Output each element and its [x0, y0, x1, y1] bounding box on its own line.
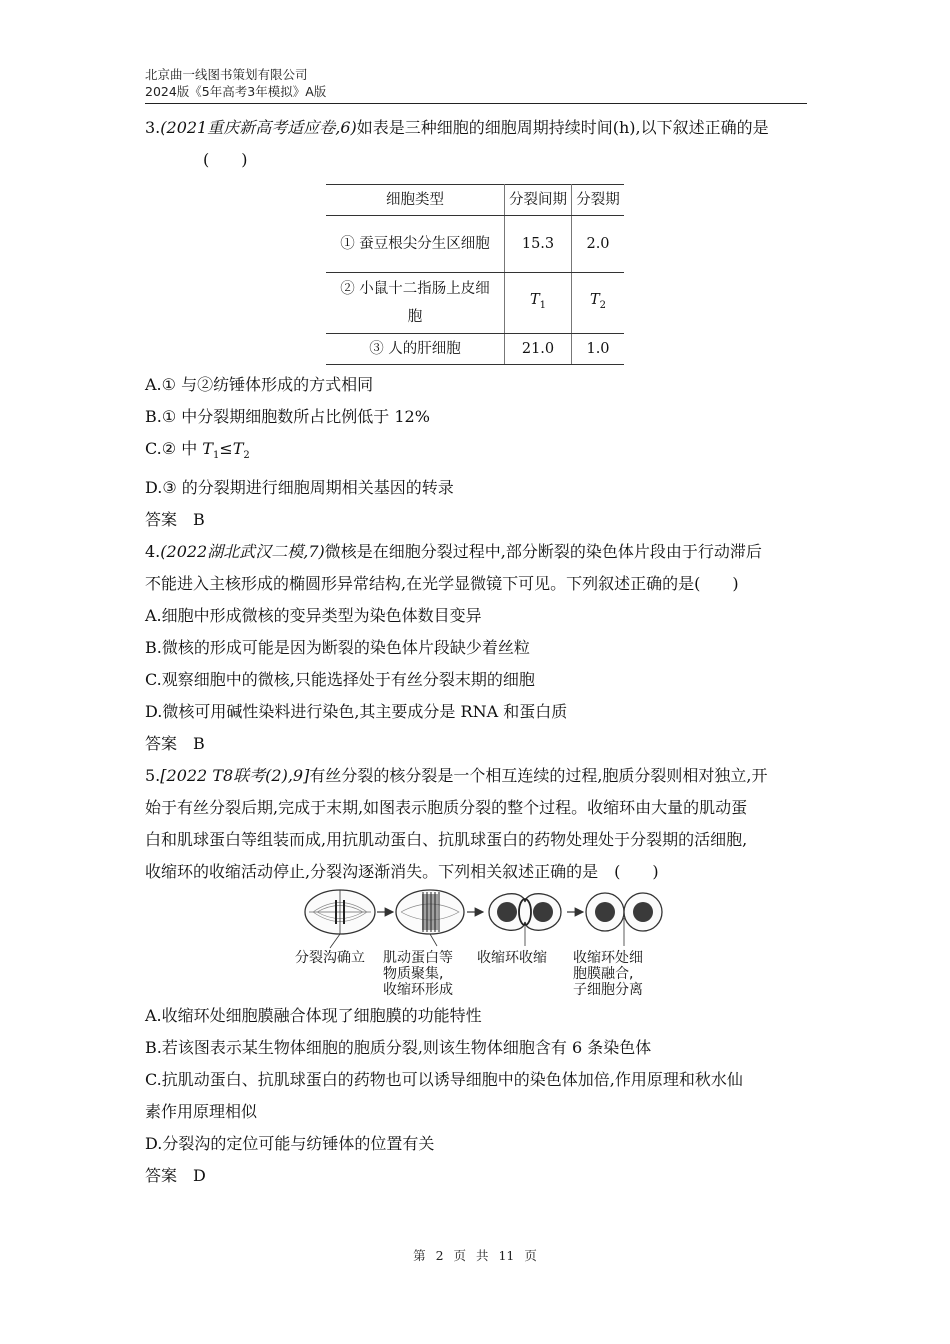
- figure-label-1: 分裂沟确立: [295, 950, 365, 967]
- table-header-interphase: 分裂间期: [505, 185, 572, 216]
- q5-option-a: A.收缩环处细胞膜融合体现了细胞膜的功能特性: [145, 1006, 482, 1026]
- figure-label-2c: 收缩环形成: [383, 982, 453, 999]
- q4-option-b: B.微核的形成可能是因为断裂的染色体片段缺少着丝粒: [145, 638, 530, 658]
- q5-option-b: B.若该图表示某生物体细胞的胞质分裂,则该生物体细胞含有 6 条染色体: [145, 1038, 652, 1058]
- figure-label-4a: 收缩环处细: [573, 950, 643, 967]
- q4-option-a: A.细胞中形成微核的变异类型为染色体数目变异: [145, 606, 482, 626]
- q4-option-c: C.观察细胞中的微核,只能选择处于有丝分裂末期的细胞: [145, 670, 535, 690]
- q5-stem-cont-3: 收缩环的收缩活动停止,分裂沟逐渐消失。下列相关叙述正确的是 ( ): [145, 862, 659, 882]
- figure-label-4b: 胞膜融合,: [573, 966, 634, 983]
- figure-label-3: 收缩环收缩: [477, 950, 547, 967]
- q3-answer-paren: ( ): [203, 150, 248, 169]
- figure-label-2b: 物质聚集,: [383, 966, 444, 983]
- q5-option-d: D.分裂沟的定位可能与纺锤体的位置有关: [145, 1134, 435, 1154]
- q3-option-d: D.③ 的分裂期进行细胞周期相关基因的转录: [145, 478, 454, 498]
- q4-stem: 4.(2022湖北武汉二模,7)微核是在细胞分裂过程中,部分断裂的染色体片段由于行动滞后: [145, 542, 762, 562]
- table-header-type: 细胞类型: [326, 185, 505, 216]
- page-footer: 第 2 页 共 11 页: [413, 1248, 537, 1263]
- q3-option-c: C.② 中 $T_1\le T_2$: [145, 439, 250, 462]
- q5-option-c: C.抗肌动蛋白、抗肌球蛋白的药物也可以诱导细胞中的染色体加倍,作用原理和秋水仙: [145, 1070, 743, 1090]
- cell-stage-1: [305, 890, 375, 948]
- table-row: ① 蚕豆根尖分生区细胞 15.3 2.0: [326, 216, 624, 273]
- q5-option-c-cont: 素作用原理相似: [145, 1102, 258, 1122]
- cytokinesis-diagram: [295, 888, 665, 1000]
- table-header-mitosis: 分裂期: [572, 185, 625, 216]
- q3-answer: 答案 B: [145, 510, 205, 530]
- q5-stem-cont-2: 白和肌球蛋白等组装而成,用抗肌动蛋白、抗肌球蛋白的药物处理处于分裂期的活细胞,: [145, 830, 748, 850]
- q4-answer: 答案 B: [145, 734, 205, 754]
- cell-stage-2: [396, 890, 464, 946]
- table-row: ③ 人的肝细胞 21.0 1.0: [326, 334, 624, 365]
- q5-stem: 5.[2022 T8联考(2),9]有丝分裂的核分裂是一个相互连续的过程,胞质分裂则相对独立,开: [145, 766, 768, 786]
- cell-cycle-table: [326, 184, 624, 365]
- figure-label-4c: 子细胞分离: [573, 982, 643, 999]
- header-rule: [145, 103, 807, 104]
- q3-option-b: B.① 中分裂期细胞数所占比例低于 12%: [145, 407, 430, 426]
- q4-option-d: D.微核可用碱性染料进行染色,其主要成分是 RNA 和蛋白质: [145, 702, 568, 722]
- page-content: [145, 112, 815, 1192]
- table-row: ② 小鼠十二指肠上皮细 胞 $T_1$ $T_2$: [326, 273, 624, 334]
- q3-option-a: A.① 与②纺锤体形成的方式相同: [145, 375, 374, 394]
- cell-stage-3: [489, 894, 561, 946]
- q5-answer: 答案 D: [145, 1166, 206, 1186]
- edition-line: 2024版《5年高考3年模拟》A版: [145, 84, 327, 99]
- q3-stem: 3.(2021重庆新高考适应卷,6)如表是三种细胞的细胞周期持续时间(h),以下叙述正确的是: [145, 118, 769, 137]
- cytokinesis-figure: [295, 888, 815, 1000]
- figure-label-2a: 肌动蛋白等: [383, 950, 453, 967]
- publisher-line: 北京曲一线图书策划有限公司: [145, 67, 308, 82]
- page-header: [145, 66, 807, 100]
- q5-stem-cont-1: 始于有丝分裂后期,完成于末期,如图表示胞质分裂的整个过程。收缩环由大量的肌动蛋: [145, 798, 748, 818]
- cell-stage-4: [586, 893, 662, 946]
- q4-stem-cont: 不能进入主核形成的椭圆形异常结构,在光学显微镜下可见。下列叙述正确的是( ): [145, 574, 739, 594]
